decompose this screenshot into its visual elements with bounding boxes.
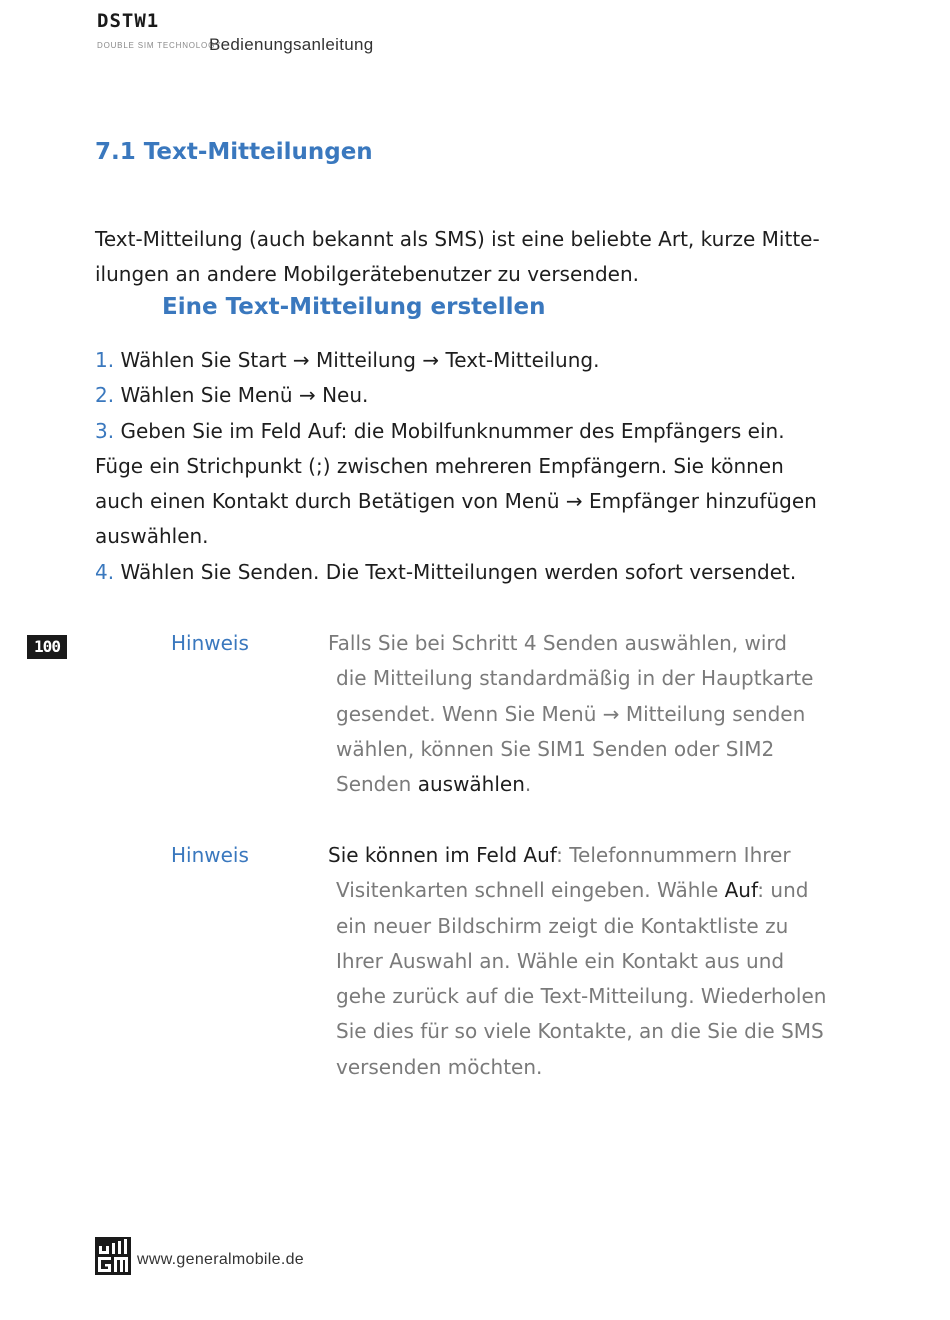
note-line: wählen, können Sie SIM1 Senden oder SIM2 (336, 736, 775, 761)
note-text: . (524, 772, 532, 797)
step-text: Wählen Sie Start → Mitteilung → Text-Mitteilung. (114, 348, 600, 372)
note-text: : Telefonnummern Ihrer (556, 843, 791, 867)
note-label: Hinweis (171, 631, 249, 655)
step-number: 1. (95, 348, 115, 372)
note-emphasis: Auf (724, 878, 758, 903)
note-line (328, 838, 868, 873)
step-line (95, 484, 875, 519)
step-line (95, 378, 875, 413)
intro-paragraph (95, 222, 865, 293)
step-text: auswählen. (95, 524, 209, 549)
note-line (328, 767, 868, 802)
step-line (95, 519, 875, 554)
step-line (95, 414, 875, 449)
step-line (95, 555, 875, 590)
step-number: 2. (95, 383, 115, 408)
dstw1-logo: DSTW1 (97, 10, 160, 32)
logo-subtitle: DOUBLE SIM TECHNOLOGY (97, 41, 222, 50)
section-title: 7.1 Text-Mitteilungen (95, 139, 373, 165)
note-line: Falls Sie bei Schritt 4 Senden auswählen, wird (328, 631, 787, 655)
step-number: 4. (95, 559, 115, 584)
note-line: Ihrer Auswahl an. Wähle ein Kontakt aus und (336, 948, 785, 973)
page-number-badge: 100 (27, 635, 67, 659)
note-line (328, 873, 868, 908)
note-body (328, 838, 868, 1085)
step-line (95, 343, 875, 378)
steps-list (95, 343, 875, 590)
note-emphasis: auswählen (417, 772, 525, 797)
intro-line: ilungen an andere Mobilgerätebenutzer zu versenden. (95, 262, 639, 287)
subheading: Eine Text-Mitteilung erstellen (162, 294, 546, 320)
note-emphasis: Sie können im Feld Auf (328, 843, 557, 867)
step-text: auch einen Kontakt durch Betätigen von Menü → Empfänger hinzufügen (95, 489, 817, 514)
step-number: 3. (95, 418, 115, 443)
note-line: ein neuer Bildschirm zeigt die Kontaktliste zu (336, 913, 789, 938)
note-line: die Mitteilung standardmäßig in der Hauptkarte (336, 666, 814, 691)
step-line (95, 449, 875, 484)
note-line: versenden möchten. (336, 1054, 543, 1079)
step-text: Geben Sie im Feld Auf: die Mobilfunknummer des Empfängers ein. (114, 418, 785, 443)
header-title: Bedienungsanleitung (209, 35, 374, 54)
note-body (328, 626, 868, 802)
step-text: Wählen Sie Menü → Neu. (114, 383, 369, 408)
step-text: Füge ein Strichpunkt (;) zwischen mehreren Empfängern. Sie können (95, 453, 784, 478)
note-text: Senden (336, 772, 418, 797)
general-mobile-logo-icon (95, 1237, 131, 1275)
note-label: Hinweis (171, 843, 249, 867)
note-line: gehe zurück auf die Text-Mitteilung. Wiederholen (336, 984, 827, 1009)
footer-url: www.generalmobile.de (137, 1251, 304, 1268)
note-line: gesendet. Wenn Sie Menü → Mitteilung senden (336, 701, 806, 726)
note-text: Visitenkarten schnell eingeben. Wähle (336, 878, 725, 903)
step-text: Wählen Sie Senden. Die Text-Mitteilungen werden sofort versendet. (114, 559, 797, 584)
intro-line: Text-Mitteilung (auch bekannt als SMS) ist eine beliebte Art, kurze Mitte- (95, 227, 820, 251)
note-line: Sie dies für so viele Kontakte, an die Sie die SMS (336, 1019, 824, 1044)
note-text: : und (757, 878, 809, 903)
